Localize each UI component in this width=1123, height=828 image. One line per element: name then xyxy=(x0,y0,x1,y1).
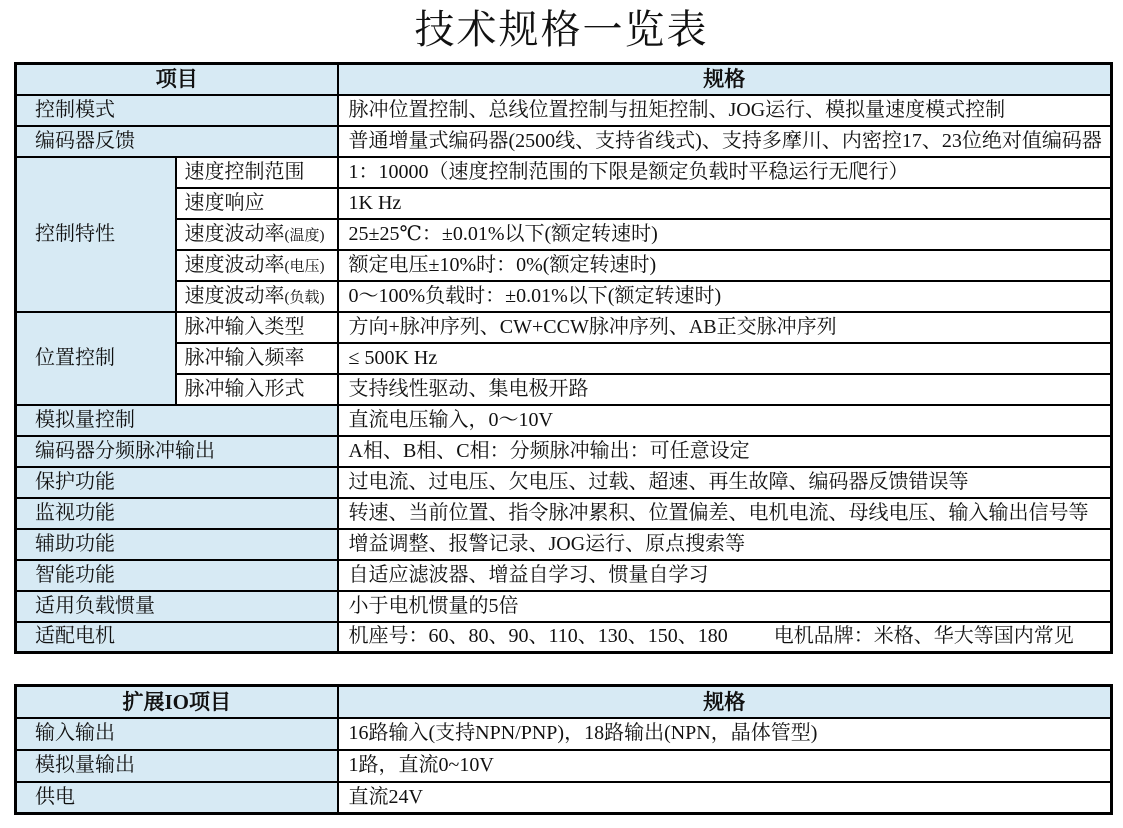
io-spec-column-header: 规格 xyxy=(338,686,1112,718)
row-analog-output xyxy=(16,750,1112,782)
spec-cell: 普通增量式编码器(2500线、支持省线式)、支持多摩川、内密控17、23位绝对值编码器 xyxy=(338,126,1112,157)
page-title: 技术规格一览表 xyxy=(414,7,709,52)
subitem-note: (负载) xyxy=(284,289,325,306)
spec-column-header: 规格 xyxy=(338,64,1112,95)
spec-cell: 1K Hz xyxy=(338,188,1112,219)
main-header-row xyxy=(16,64,1112,95)
spec-cell: 支持线性驱动、集电极开路 xyxy=(338,374,1112,405)
row-pulse-input-form xyxy=(16,374,1112,405)
spec-cell: 过电流、过电压、欠电压、过载、超速、再生故障、编码器反馈错误等 xyxy=(338,467,1112,498)
item-cell: 模拟量控制 xyxy=(16,405,338,436)
subitem-note: (电压) xyxy=(284,258,325,275)
spec-cell: 直流24V xyxy=(338,782,1112,814)
item-cell: 适用负载惯量 xyxy=(16,591,338,622)
spec-cell: ≤ 500K Hz xyxy=(338,343,1112,374)
spec-cell: 脉冲位置控制、总线位置控制与扭矩控制、JOG运行、模拟量速度模式控制 xyxy=(338,95,1112,126)
subitem-label: 速度波动率 xyxy=(184,284,285,307)
group-cell-position-control: 位置控制 xyxy=(16,312,176,405)
spec-cell: 小于电机惯量的5倍 xyxy=(338,591,1112,622)
subitem-cell: 脉冲输入形式 xyxy=(176,374,338,405)
spec-cell: 直流电压输入，0～10V xyxy=(338,405,1112,436)
spec-cell: 16路输入(支持NPN/PNP)，18路输出(NPN，晶体管型) xyxy=(338,718,1112,750)
item-column-header: 项目 xyxy=(16,64,338,95)
item-cell: 保护功能 xyxy=(16,467,338,498)
io-header-row xyxy=(16,686,1112,718)
spec-cell: 1：10000（速度控制范围的下限是额定负载时平稳运行无爬行） xyxy=(338,157,1112,188)
row-protection-functions xyxy=(16,467,1112,498)
spec-cell xyxy=(338,622,1112,653)
spec-cell: A相、B相、C相：分频脉冲输出：可任意设定 xyxy=(338,436,1112,467)
row-speed-fluctuation-load xyxy=(16,281,1112,312)
row-speed-control-range xyxy=(16,157,1112,188)
spec-cell: 转速、当前位置、指令脉冲累积、位置偏差、电机电流、母线电压、输入输出信号等 xyxy=(338,498,1112,529)
group-cell-control-characteristics: 控制特性 xyxy=(16,157,176,312)
subitem-note: (温度) xyxy=(284,227,325,244)
motor-frame-sizes: 机座号：60、80、90、110、130、150、180 xyxy=(348,625,728,648)
item-cell: 控制模式 xyxy=(16,95,338,126)
row-auxiliary-functions xyxy=(16,529,1112,560)
row-input-output xyxy=(16,718,1112,750)
subitem-cell: 速度控制范围 xyxy=(176,157,338,188)
row-control-mode xyxy=(16,95,1112,126)
spec-cell: 25±25℃：±0.01%以下(额定转速时) xyxy=(338,219,1112,250)
spec-cell: 自适应滤波器、增益自学习、惯量自学习 xyxy=(338,560,1112,591)
row-speed-fluctuation-temperature xyxy=(16,219,1112,250)
item-cell: 监视功能 xyxy=(16,498,338,529)
main-spec-table xyxy=(14,62,1113,654)
spec-cell: 1路，直流0~10V xyxy=(338,750,1112,782)
item-cell: 辅助功能 xyxy=(16,529,338,560)
row-encoder-feedback xyxy=(16,126,1112,157)
subitem-label: 速度波动率 xyxy=(184,253,285,276)
item-cell: 编码器反馈 xyxy=(16,126,338,157)
subitem-cell xyxy=(176,219,338,250)
io-item-column-header: 扩展IO项目 xyxy=(16,686,338,718)
item-cell: 输入输出 xyxy=(16,718,338,750)
row-speed-fluctuation-voltage xyxy=(16,250,1112,281)
subitem-cell xyxy=(176,250,338,281)
motor-brands: 电机品牌：米格、华大等国内常见 xyxy=(773,625,1074,648)
row-compatible-motors xyxy=(16,622,1112,653)
row-speed-response xyxy=(16,188,1112,219)
row-intelligent-functions xyxy=(16,560,1112,591)
subitem-cell: 速度响应 xyxy=(176,188,338,219)
subitem-cell xyxy=(176,281,338,312)
spec-cell: 额定电压±10%时：0%(额定转速时) xyxy=(338,250,1112,281)
spec-cell: 方向+脉冲序列、CW+CCW脉冲序列、AB正交脉冲序列 xyxy=(338,312,1112,343)
spec-cell: 0～100%负载时：±0.01%以下(额定转速时) xyxy=(338,281,1112,312)
subitem-cell: 脉冲输入频率 xyxy=(176,343,338,374)
row-pulse-input-type xyxy=(16,312,1112,343)
item-cell: 适配电机 xyxy=(16,622,338,653)
row-pulse-input-frequency xyxy=(16,343,1112,374)
row-encoder-divided-pulse-output xyxy=(16,436,1112,467)
spec-cell: 增益调整、报警记录、JOG运行、原点搜索等 xyxy=(338,529,1112,560)
item-cell: 供电 xyxy=(16,782,338,814)
item-cell: 智能功能 xyxy=(16,560,338,591)
row-applicable-load-inertia xyxy=(16,591,1112,622)
item-cell: 编码器分频脉冲输出 xyxy=(16,436,338,467)
subitem-cell: 脉冲输入类型 xyxy=(176,312,338,343)
row-monitoring-functions xyxy=(16,498,1112,529)
subitem-label: 速度波动率 xyxy=(184,222,285,245)
row-power-supply xyxy=(16,782,1112,814)
item-cell: 模拟量输出 xyxy=(16,750,338,782)
io-spec-table xyxy=(14,684,1113,815)
row-analog-control xyxy=(16,405,1112,436)
